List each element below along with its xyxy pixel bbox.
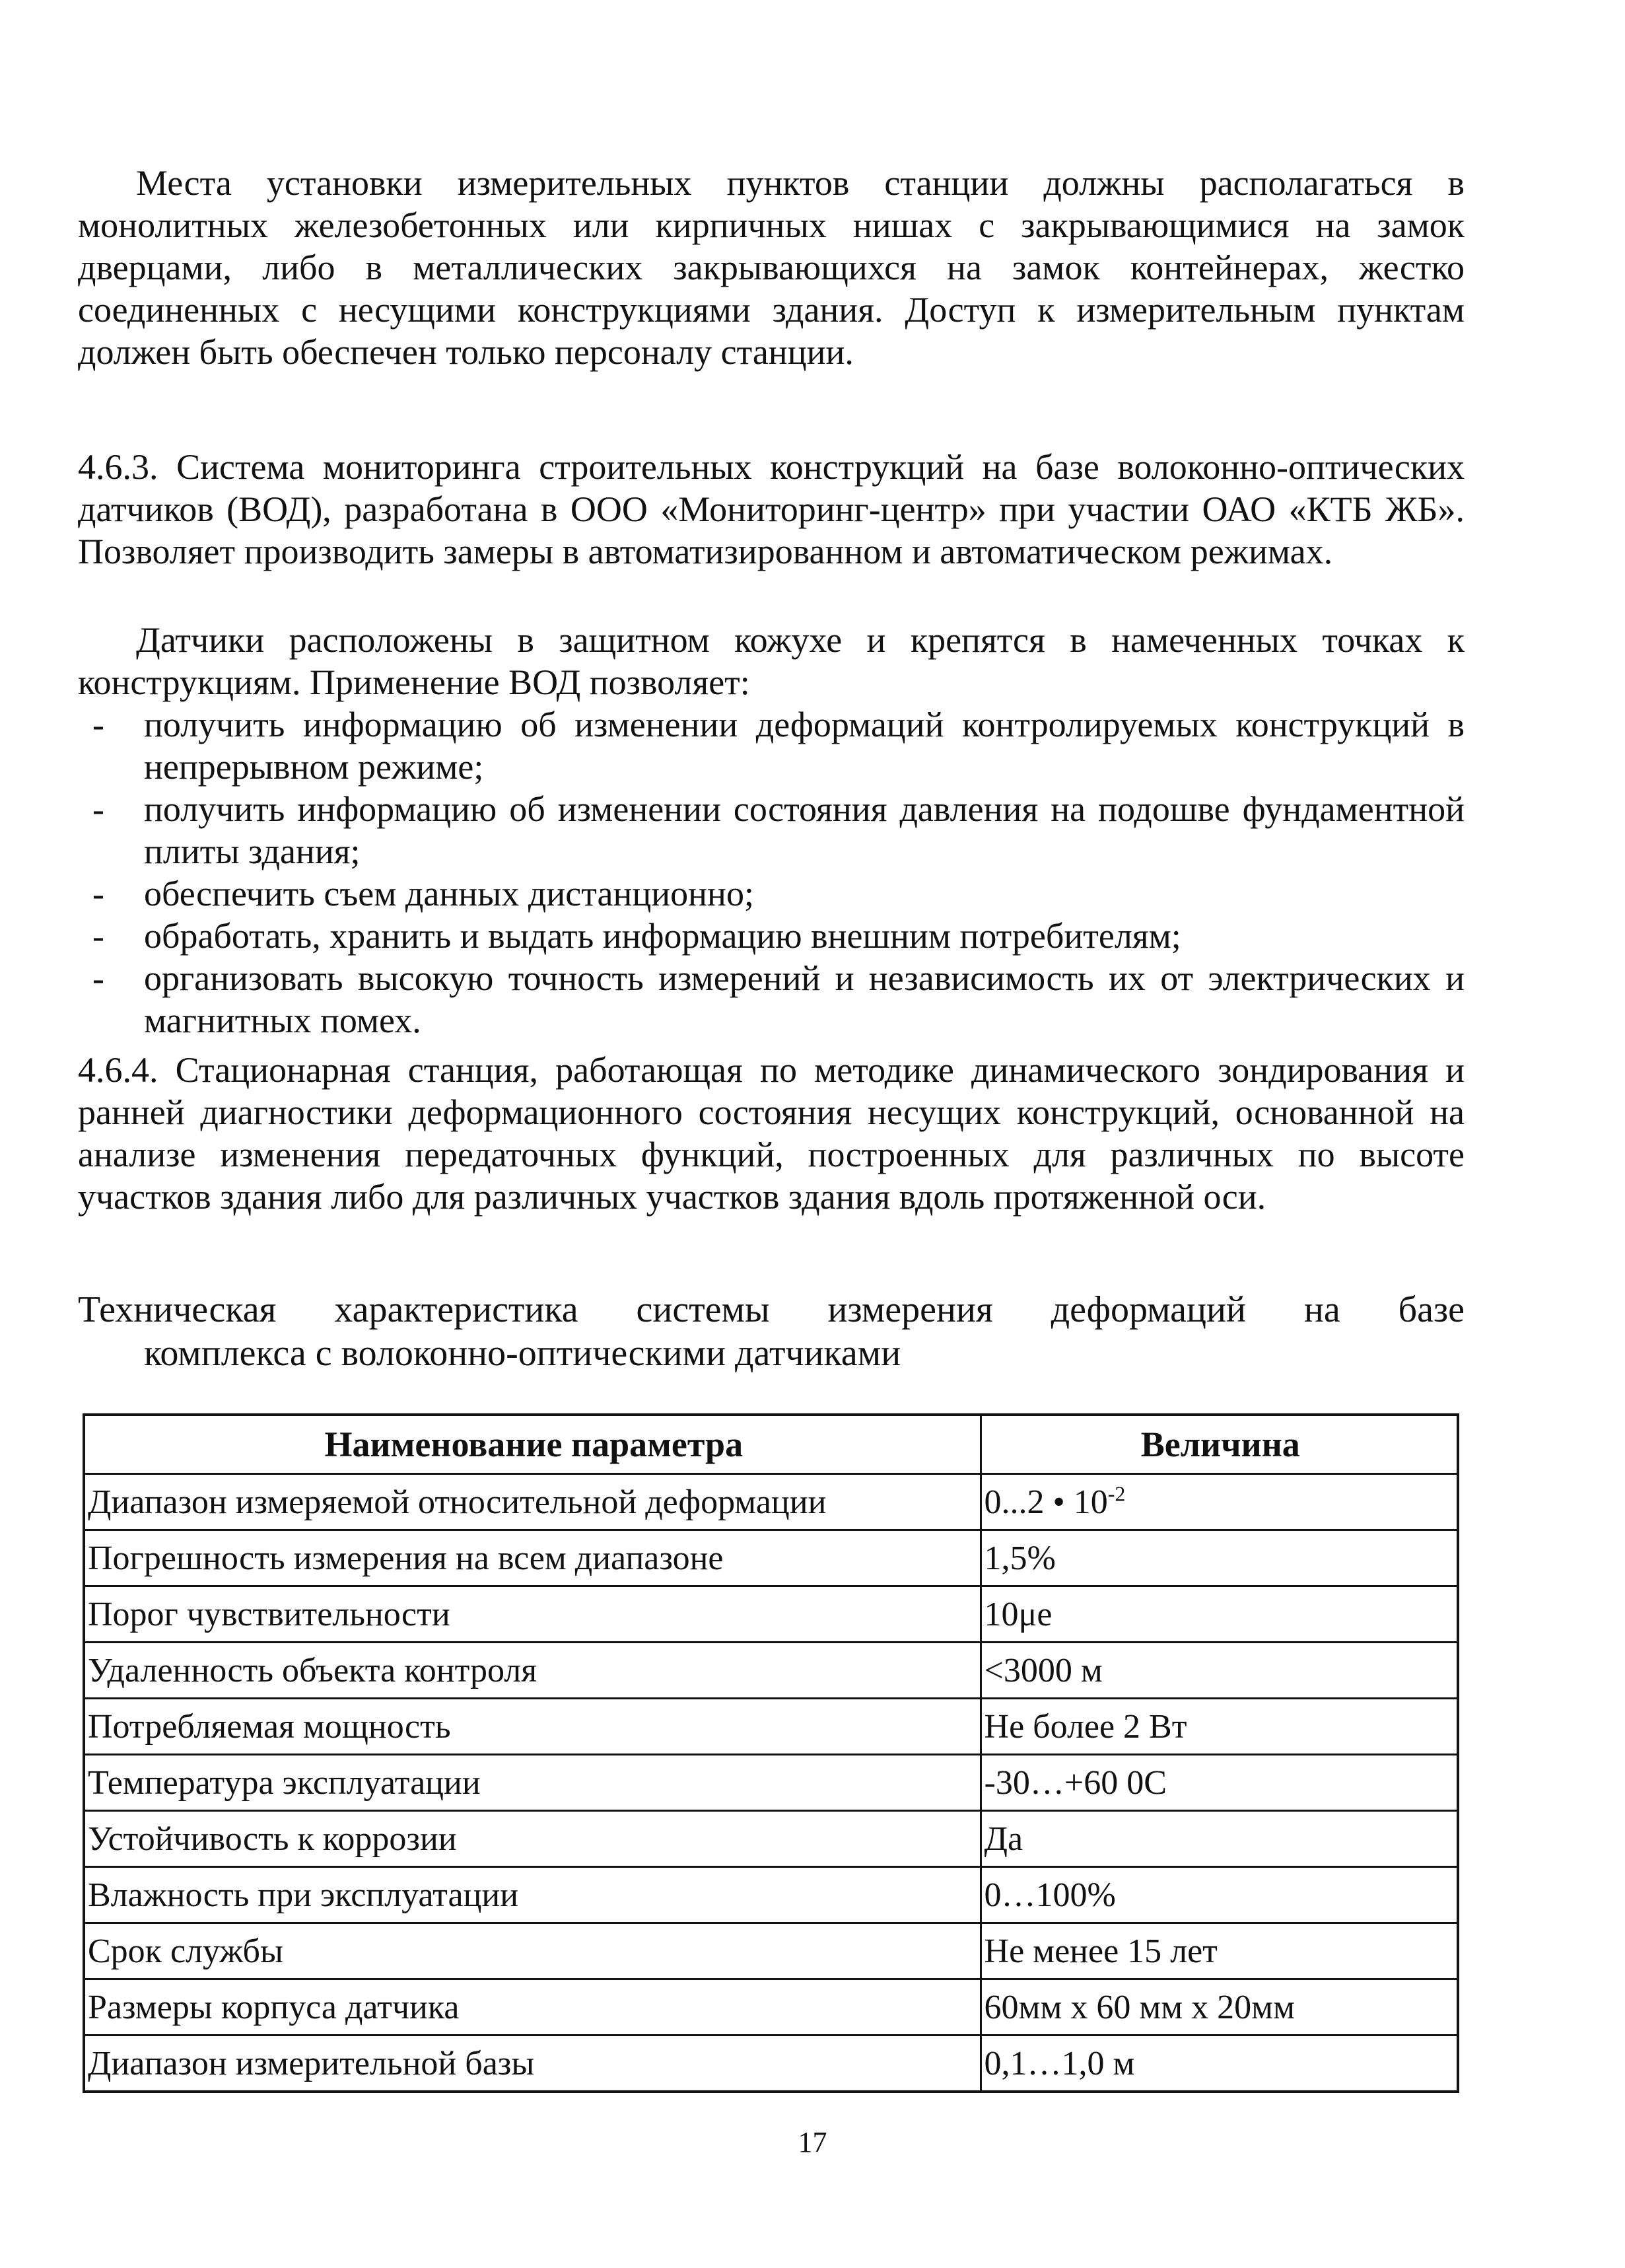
param-value: -30…+60 0С: [981, 1755, 1458, 1811]
section-4-6-4: [78, 1049, 1465, 1218]
list-item: - получить информацию об изменении деформаций контролируемых конструкций в непрерывном режиме;: [78, 703, 1465, 788]
table-caption-line-1: Техническая характеристика системы измерения деформаций на базе: [78, 1289, 1465, 1330]
header-value: Величина: [981, 1415, 1458, 1474]
header-parameter-name: Наименование параметра: [84, 1415, 981, 1474]
table-row: [84, 1530, 1458, 1586]
param-name: Размеры корпуса датчика: [84, 1979, 981, 2036]
param-name: Порог чувствительности: [84, 1586, 981, 1643]
param-value: 0…100%: [981, 1867, 1458, 1923]
param-value: 0,1…1,0 м: [981, 2036, 1458, 2092]
capabilities-list: [78, 703, 1465, 1042]
page-number: 17: [798, 2126, 827, 2158]
sensors-section: [78, 619, 1465, 1042]
table-row: [84, 1867, 1458, 1923]
list-item: - обеспечить съем данных дистанционно;: [78, 872, 1465, 915]
param-name: Диапазон измерительной базы: [84, 2036, 981, 2092]
param-name: Погрешность измерения на всем диапазоне: [84, 1530, 981, 1586]
exponent: -2: [1107, 1481, 1126, 1506]
param-value: Не более 2 Вт: [981, 1699, 1458, 1755]
table-row: [84, 2036, 1458, 2092]
table-header-row: [84, 1415, 1458, 1474]
param-name: Удаленность объекта контроля: [84, 1643, 981, 1699]
param-value: Да: [981, 1811, 1458, 1867]
table-row: [84, 1923, 1458, 1979]
param-value: Не менее 15 лет: [981, 1923, 1458, 1979]
param-value: [981, 1474, 1458, 1530]
param-value: <3000 м: [981, 1643, 1458, 1699]
param-name: Влажность при эксплуатации: [84, 1867, 981, 1923]
table-row: [84, 1474, 1458, 1530]
param-value: 60мм x 60 мм x 20мм: [981, 1979, 1458, 2036]
table-row: [84, 1811, 1458, 1867]
table-row: [84, 1699, 1458, 1755]
table-row: [84, 1643, 1458, 1699]
section-4-6-3-paragraph: 4.6.3. Система мониторинга строительных конструкций на базе волоконно-оптических датчиков (ВОД), разработана в ООО «Мониторинг-центр» при участии ОАО «КТБ ЖБ». Позволяет производить замеры в автоматизированном и автоматическом режимах.: [78, 447, 1465, 571]
param-name: Температура эксплуатации: [84, 1755, 981, 1811]
intro-section: [78, 162, 1465, 373]
spec-table: [83, 1413, 1459, 2093]
param-name: Устойчивость к коррозии: [84, 1811, 981, 1867]
param-name: Срок службы: [84, 1923, 981, 1979]
param-value-text: 0...2 • 10: [984, 1483, 1108, 1521]
param-name: Потребляемая мощность: [84, 1699, 981, 1755]
table-row: [84, 1755, 1458, 1811]
table-row: [84, 1586, 1458, 1643]
list-item: - получить информацию об изменении состояния давления на подошве фундаментной плиты здания;: [78, 788, 1465, 872]
param-value: 10μе: [981, 1586, 1458, 1643]
section-4-6-4-paragraph: 4.6.4. Стационарная станция, работающая по методике динамического зондирования и ранней диагностики деформационного состояния несущих конструкций, основанной на анализе изменения передаточных функций, построенных для различных по высоте участков здания либо для различных участков здания вдоль протяженной оси.: [78, 1050, 1465, 1217]
sensors-paragraph: Датчики расположены в защитном кожухе и крепятся в намеченных точках к конструкциям. Применение ВОД позволяет:: [78, 620, 1465, 702]
list-item: - обработать, хранить и выдать информацию внешним потребителям;: [78, 915, 1465, 957]
table-caption: [78, 1288, 1465, 1375]
table-caption-line-2: комплекса с волоконно-оптическими датчиками: [144, 1333, 901, 1374]
section-4-6-3: [78, 446, 1465, 573]
intro-paragraph: Места установки измерительных пунктов станции должны располагаться в монолитных железобетонных или кирпичных нишах с закрывающимися на замок дверцами, либо в металлических закрывающихся на замок контейнерах, жестко соединенных с несущими конструкциями здания. Доступ к измерительным пунктам должен быть обеспечен только персоналу станции.: [78, 163, 1465, 372]
param-name: Диапазон измеряемой относительной деформации: [84, 1474, 981, 1530]
param-value: 1,5%: [981, 1530, 1458, 1586]
table-row: [84, 1979, 1458, 2036]
list-item: - организовать высокую точность измерений и независимость их от электрических и магнитных помех.: [78, 957, 1465, 1042]
